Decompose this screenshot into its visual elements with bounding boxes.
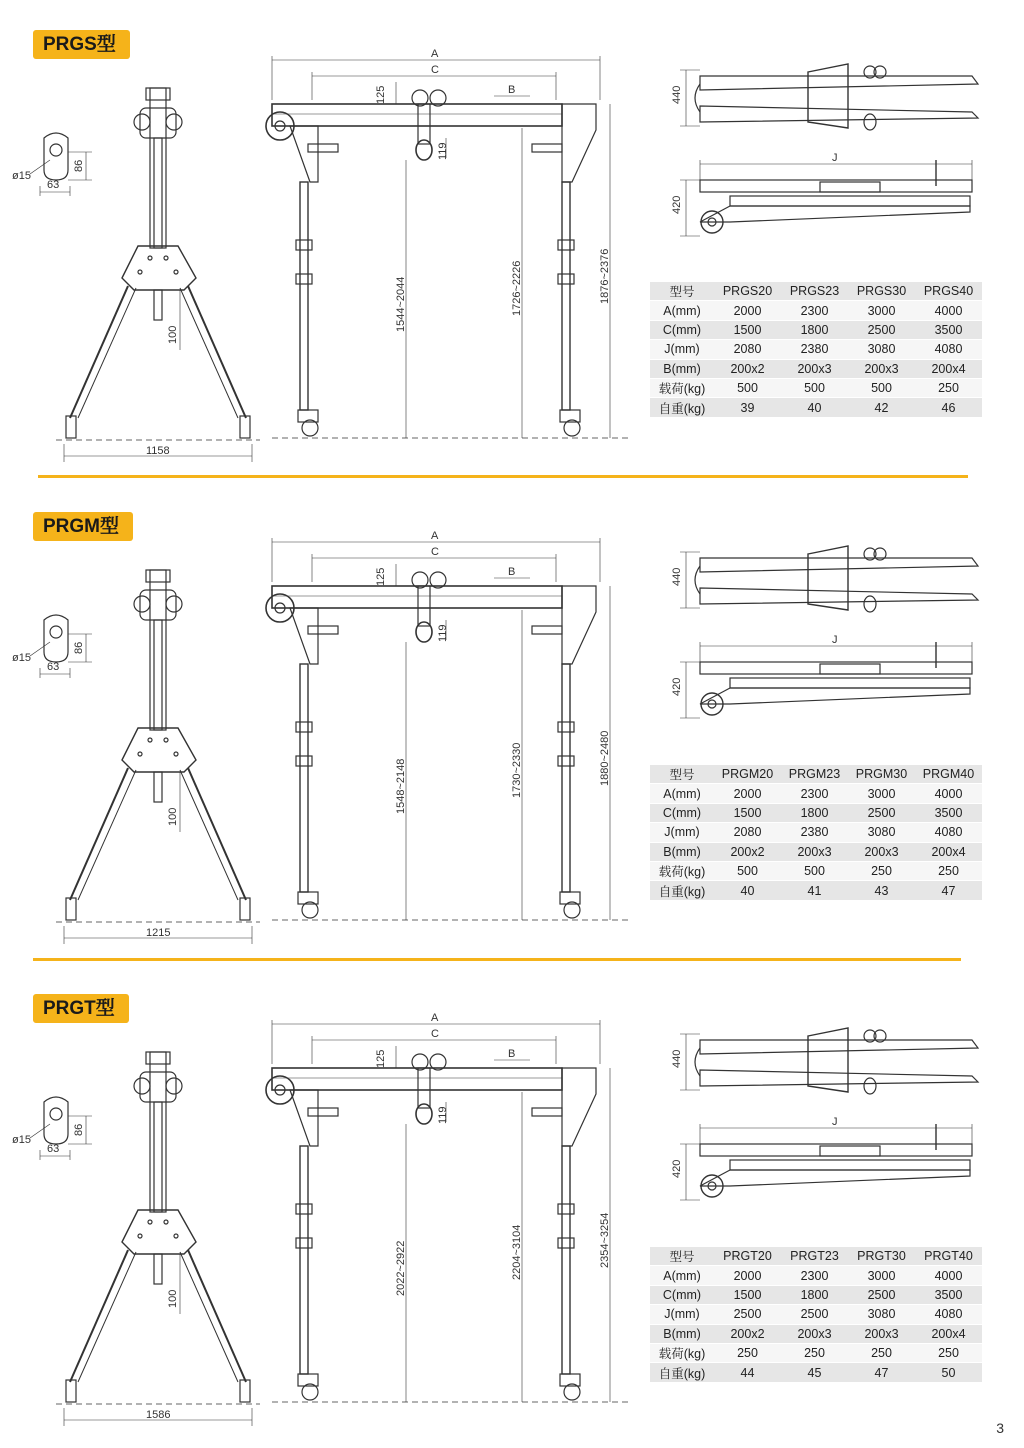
- spec-label-cell: J(mm): [650, 1305, 714, 1324]
- spec-value-cell: 2080: [714, 823, 781, 842]
- hole-width-label: 63: [47, 1143, 60, 1155]
- spec-row: [650, 398, 982, 417]
- spec-value-cell: PRGM20: [714, 765, 781, 784]
- hole-width-label: 63: [47, 661, 60, 673]
- spec-row: [650, 1305, 982, 1324]
- spec-value-cell: PRGT30: [848, 1247, 915, 1266]
- spec-value-cell: 3000: [848, 301, 915, 320]
- spec-value-cell: 2080: [714, 340, 781, 359]
- dim-c-label: C: [431, 1028, 439, 1040]
- spec-value-cell: 200x2: [714, 1324, 781, 1343]
- spec-row: [650, 340, 982, 359]
- spec-value-cell: 1500: [714, 1285, 781, 1304]
- spec-value-cell: 2000: [714, 301, 781, 320]
- spec-label-cell: C(mm): [650, 1285, 714, 1304]
- spec-row: [650, 359, 982, 378]
- spec-value-cell: 200x4: [915, 359, 982, 378]
- hole-height-label: 86: [73, 159, 85, 172]
- spec-value-cell: 3080: [848, 340, 915, 359]
- spec-value-cell: 3080: [848, 823, 915, 842]
- height-mid-label: 1730~2330: [511, 742, 523, 798]
- dim-j-label: J: [832, 152, 838, 164]
- spec-label-cell: 型号: [650, 765, 714, 784]
- spec-label-cell: A(mm): [650, 301, 714, 320]
- spec-row: [650, 1324, 982, 1343]
- spec-value-cell: PRGT40: [915, 1247, 982, 1266]
- spec-value-cell: 500: [848, 378, 915, 397]
- height-outer-label: 2354~3254: [599, 1212, 611, 1268]
- post-height-label: 100: [167, 325, 179, 344]
- spec-value-cell: PRGT23: [781, 1247, 848, 1266]
- spec-value-cell: 200x4: [915, 842, 982, 861]
- height-inner-label: 1548~2148: [395, 758, 407, 814]
- spec-value-cell: 2000: [714, 1266, 781, 1285]
- spec-label-cell: B(mm): [650, 1324, 714, 1343]
- spec-value-cell: 250: [848, 1343, 915, 1362]
- fold-height-label: 420: [671, 677, 683, 696]
- hook-height-label: 119: [437, 142, 449, 160]
- spec-value-cell: 2000: [714, 784, 781, 803]
- folded-side-view: [680, 642, 972, 718]
- spec-value-cell: 3500: [915, 1285, 982, 1304]
- spec-label-cell: C(mm): [650, 320, 714, 339]
- spec-value-cell: 1800: [781, 1285, 848, 1304]
- spec-value-cell: 4000: [915, 301, 982, 320]
- side-view: [56, 570, 260, 944]
- post-height-label: 100: [167, 807, 179, 826]
- front-view: [266, 1020, 632, 1402]
- dim-j-label: J: [832, 634, 838, 646]
- spec-value-cell: 4000: [915, 784, 982, 803]
- section-divider: [33, 958, 961, 961]
- dim-b-label: B: [508, 84, 516, 96]
- spec-value-cell: 40: [714, 881, 781, 900]
- spec-value-cell: 2380: [781, 823, 848, 842]
- dim-a-label: A: [431, 1012, 439, 1024]
- spec-row: [650, 378, 982, 397]
- spec-value-cell: 47: [915, 881, 982, 900]
- spec-row: [650, 861, 982, 880]
- spec-value-cell: 250: [915, 861, 982, 880]
- front-view: [266, 538, 632, 920]
- spec-label-cell: 载荷(kg): [650, 1343, 714, 1362]
- folded-side-view: [680, 160, 972, 236]
- section-title: PRGS型: [33, 30, 130, 59]
- spec-value-cell: 200x4: [915, 1324, 982, 1343]
- spec-row: [650, 301, 982, 320]
- spec-value-cell: 500: [781, 861, 848, 880]
- spec-value-cell: 200x3: [848, 1324, 915, 1343]
- base-width-label: 1158: [146, 445, 170, 457]
- spec-label-cell: 自重(kg): [650, 881, 714, 900]
- spec-value-cell: PRGM23: [781, 765, 848, 784]
- spec-value-cell: 2380: [781, 340, 848, 359]
- product-section: [0, 964, 1024, 1434]
- folded-top-view: [680, 546, 978, 612]
- spec-row: [650, 803, 982, 822]
- spec-value-cell: 1500: [714, 320, 781, 339]
- spec-label-cell: B(mm): [650, 842, 714, 861]
- fold-height-label: 420: [671, 1159, 683, 1178]
- spec-value-cell: 250: [915, 378, 982, 397]
- trolley-height-label: 125: [375, 567, 387, 586]
- fold-height-label: 420: [671, 195, 683, 214]
- side-view: [56, 1052, 260, 1426]
- spec-value-cell: 50: [915, 1363, 982, 1382]
- spec-value-cell: 3000: [848, 1266, 915, 1285]
- spec-value-cell: PRGM30: [848, 765, 915, 784]
- product-section: [0, 0, 1024, 470]
- post-height-label: 100: [167, 1289, 179, 1308]
- height-mid-label: 2204~3104: [511, 1224, 523, 1280]
- spec-table: [650, 282, 982, 418]
- spec-value-cell: 200x3: [781, 359, 848, 378]
- spec-value-cell: 2300: [781, 1266, 848, 1285]
- spec-value-cell: 200x3: [848, 842, 915, 861]
- spec-value-cell: 1800: [781, 320, 848, 339]
- spec-value-cell: PRGS30: [848, 282, 915, 301]
- trolley-height-label: 125: [375, 1049, 387, 1068]
- fold-width-label: 440: [671, 567, 683, 586]
- spec-value-cell: 250: [714, 1343, 781, 1362]
- height-outer-label: 1880~2480: [599, 730, 611, 786]
- spec-value-cell: 3000: [848, 784, 915, 803]
- spec-value-cell: PRGT20: [714, 1247, 781, 1266]
- spec-value-cell: 250: [915, 1343, 982, 1362]
- section-title: PRGT型: [33, 994, 129, 1023]
- spec-value-cell: 200x3: [781, 1324, 848, 1343]
- spec-value-cell: 2300: [781, 301, 848, 320]
- dim-b-label: B: [508, 1048, 516, 1060]
- height-mid-label: 1726~2226: [511, 260, 523, 316]
- spec-value-cell: 2500: [848, 803, 915, 822]
- page-number: 3: [996, 1420, 1004, 1436]
- spec-row: [650, 1266, 982, 1285]
- hole-diameter-label: ø15: [12, 170, 31, 182]
- spec-value-cell: 2500: [714, 1305, 781, 1324]
- side-view: [56, 88, 260, 462]
- spec-label-cell: A(mm): [650, 1266, 714, 1285]
- fold-width-label: 440: [671, 1049, 683, 1068]
- trolley-height-label: 125: [375, 85, 387, 104]
- dim-a-label: A: [431, 530, 439, 542]
- spec-header-row: [650, 282, 982, 301]
- spec-row: [650, 1343, 982, 1362]
- spec-value-cell: 42: [848, 398, 915, 417]
- spec-header-row: [650, 1247, 982, 1266]
- spec-value-cell: 41: [781, 881, 848, 900]
- spec-label-cell: 自重(kg): [650, 1363, 714, 1382]
- dim-j-label: J: [832, 1116, 838, 1128]
- spec-value-cell: 4080: [915, 1305, 982, 1324]
- spec-value-cell: 200x2: [714, 359, 781, 378]
- spec-label-cell: A(mm): [650, 784, 714, 803]
- section-divider: [38, 475, 968, 478]
- folded-side-view: [680, 1124, 972, 1200]
- hole-height-label: 86: [73, 1123, 85, 1136]
- spec-label-cell: 型号: [650, 1247, 714, 1266]
- spec-label-cell: 载荷(kg): [650, 861, 714, 880]
- spec-value-cell: 500: [714, 861, 781, 880]
- dim-c-label: C: [431, 546, 439, 558]
- dim-b-label: B: [508, 566, 516, 578]
- spec-value-cell: PRGM40: [915, 765, 982, 784]
- spec-value-cell: 2500: [848, 1285, 915, 1304]
- spec-value-cell: 44: [714, 1363, 781, 1382]
- hole-diameter-label: ø15: [12, 1134, 31, 1146]
- spec-value-cell: 200x3: [781, 842, 848, 861]
- spec-value-cell: 39: [714, 398, 781, 417]
- spec-value-cell: 45: [781, 1363, 848, 1382]
- spec-value-cell: 500: [781, 378, 848, 397]
- hook-height-label: 119: [437, 1106, 449, 1124]
- dim-a-label: A: [431, 48, 439, 60]
- spec-value-cell: 250: [781, 1343, 848, 1362]
- height-inner-label: 2022~2922: [395, 1240, 407, 1296]
- spec-header-row: [650, 765, 982, 784]
- product-section: [0, 482, 1024, 952]
- spec-row: [650, 881, 982, 900]
- spec-value-cell: 250: [848, 861, 915, 880]
- spec-value-cell: 200x2: [714, 842, 781, 861]
- spec-value-cell: 4080: [915, 340, 982, 359]
- folded-top-view: [680, 1028, 978, 1094]
- spec-value-cell: PRGS20: [714, 282, 781, 301]
- spec-row: [650, 1363, 982, 1382]
- fold-width-label: 440: [671, 85, 683, 104]
- spec-value-cell: 43: [848, 881, 915, 900]
- spec-value-cell: 2500: [781, 1305, 848, 1324]
- spec-row: [650, 823, 982, 842]
- spec-value-cell: 3500: [915, 803, 982, 822]
- spec-table: [650, 765, 982, 901]
- hole-diameter-label: ø15: [12, 652, 31, 664]
- hole-width-label: 63: [47, 179, 60, 191]
- spec-row: [650, 1285, 982, 1304]
- spec-value-cell: 46: [915, 398, 982, 417]
- spec-label-cell: C(mm): [650, 803, 714, 822]
- front-view: [266, 56, 632, 438]
- spec-value-cell: 1800: [781, 803, 848, 822]
- spec-value-cell: 47: [848, 1363, 915, 1382]
- spec-row: [650, 784, 982, 803]
- height-inner-label: 1544~2044: [395, 276, 407, 332]
- spec-label-cell: 型号: [650, 282, 714, 301]
- height-outer-label: 1876~2376: [599, 248, 611, 304]
- spec-value-cell: PRGS40: [915, 282, 982, 301]
- spec-value-cell: 1500: [714, 803, 781, 822]
- spec-label-cell: 载荷(kg): [650, 378, 714, 397]
- spec-value-cell: 3080: [848, 1305, 915, 1324]
- spec-value-cell: 2500: [848, 320, 915, 339]
- spec-value-cell: 2300: [781, 784, 848, 803]
- spec-label-cell: 自重(kg): [650, 398, 714, 417]
- spec-value-cell: 500: [714, 378, 781, 397]
- spec-label-cell: J(mm): [650, 823, 714, 842]
- folded-top-view: [680, 64, 978, 130]
- base-width-label: 1215: [146, 927, 171, 939]
- spec-row: [650, 320, 982, 339]
- spec-row: [650, 842, 982, 861]
- spec-value-cell: 40: [781, 398, 848, 417]
- hole-height-label: 86: [73, 641, 85, 654]
- dim-c-label: C: [431, 64, 439, 76]
- spec-value-cell: 4000: [915, 1266, 982, 1285]
- base-width-label: 1586: [146, 1409, 171, 1421]
- spec-label-cell: J(mm): [650, 340, 714, 359]
- spec-value-cell: 4080: [915, 823, 982, 842]
- section-title: PRGM型: [33, 512, 133, 541]
- spec-value-cell: 3500: [915, 320, 982, 339]
- spec-value-cell: 200x3: [848, 359, 915, 378]
- hook-height-label: 119: [437, 624, 449, 642]
- spec-value-cell: PRGS23: [781, 282, 848, 301]
- spec-label-cell: B(mm): [650, 359, 714, 378]
- spec-table: [650, 1247, 982, 1383]
